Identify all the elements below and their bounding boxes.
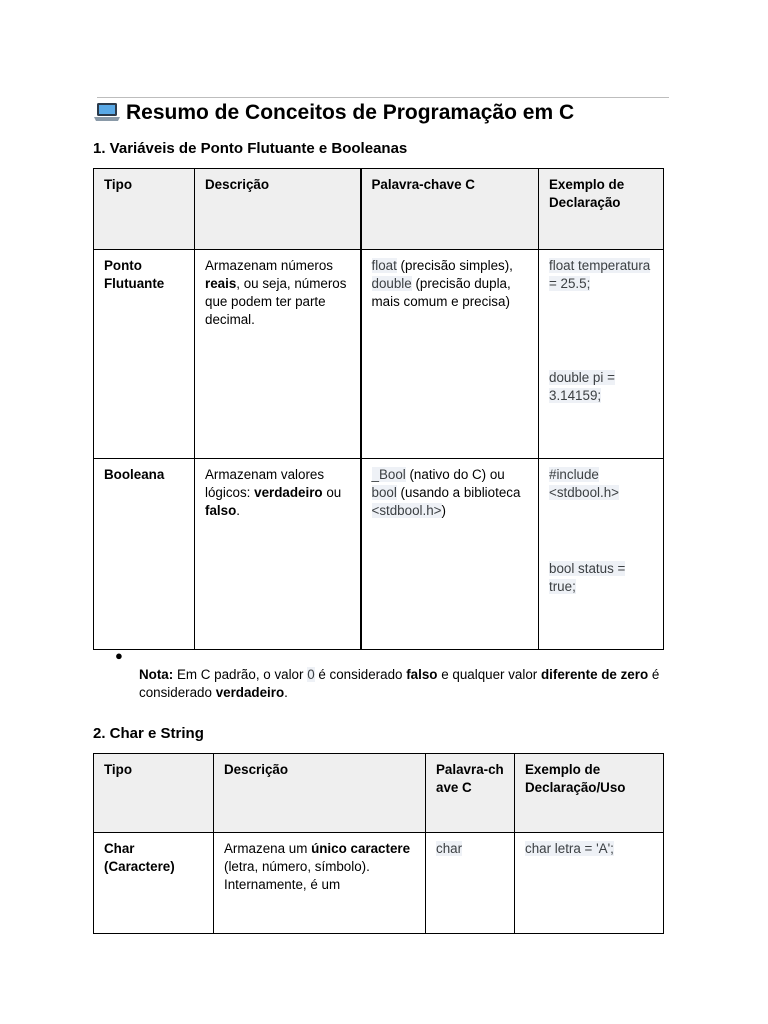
cell-tipo: Ponto Flutuante — [94, 250, 195, 459]
cell-descricao: Armazenam valores lógicos: verdadeiro ou falso. — [195, 459, 361, 650]
header-palavra-chave: Palavra-chave C — [426, 754, 515, 833]
title-text: Resumo de Conceitos de Programação em C — [126, 101, 575, 124]
cell-descricao: Armazenam números reais, ou seja, números que podem ter parte decimal. — [195, 250, 361, 459]
table-row — [94, 250, 664, 459]
header-descricao: Descrição — [195, 169, 361, 250]
cell-palavra-chave: char — [426, 833, 515, 934]
cell-palavra-chave: float (precisão simples), double (precisão dupla, mais comum e precisa) — [361, 250, 539, 459]
cell-palavra-chave: _Bool (nativo do C) ou bool (usando a biblioteca <stdbool.h>) — [361, 459, 539, 650]
header-tipo: Tipo — [94, 169, 195, 250]
horizontal-rule — [97, 97, 669, 98]
table-row — [94, 833, 664, 934]
char-string-table — [93, 753, 664, 934]
cell-exemplo: char letra = 'A'; — [515, 833, 664, 934]
document-title — [94, 101, 574, 128]
header-exemplo: Exemplo de Declaração/Uso — [515, 754, 664, 833]
cell-tipo: Booleana — [94, 459, 195, 650]
float-bool-table — [93, 168, 664, 650]
table-header-row — [94, 169, 664, 250]
laptop-icon — [94, 102, 120, 128]
table-header-row — [94, 754, 664, 833]
header-exemplo: Exemplo de Declaração — [539, 169, 664, 250]
note-paragraph: Nota: Em C padrão, o valor 0 é considerado falso e qualquer valor diferente de zero é considerado verdadeiro. — [139, 667, 660, 700]
cell-exemplo: float temperatura = 25.5; double pi = 3.14159; — [539, 250, 664, 459]
header-descricao: Descrição — [214, 754, 426, 833]
cell-descricao: Armazena um único caractere (letra, número, símbolo). Internamente, é um — [214, 833, 426, 934]
cell-tipo: Char (Caractere) — [94, 833, 214, 934]
bullet-point: ● — [115, 648, 123, 663]
header-tipo: Tipo — [94, 754, 214, 833]
section-2-heading: 2. Char e String — [93, 725, 204, 742]
section-1-heading: 1. Variáveis de Ponto Flutuante e Booleanas — [93, 140, 408, 157]
cell-exemplo: #include <stdbool.h> bool status = true; — [539, 459, 664, 650]
header-palavra-chave: Palavra-chave C — [361, 169, 539, 250]
table-row — [94, 459, 664, 650]
